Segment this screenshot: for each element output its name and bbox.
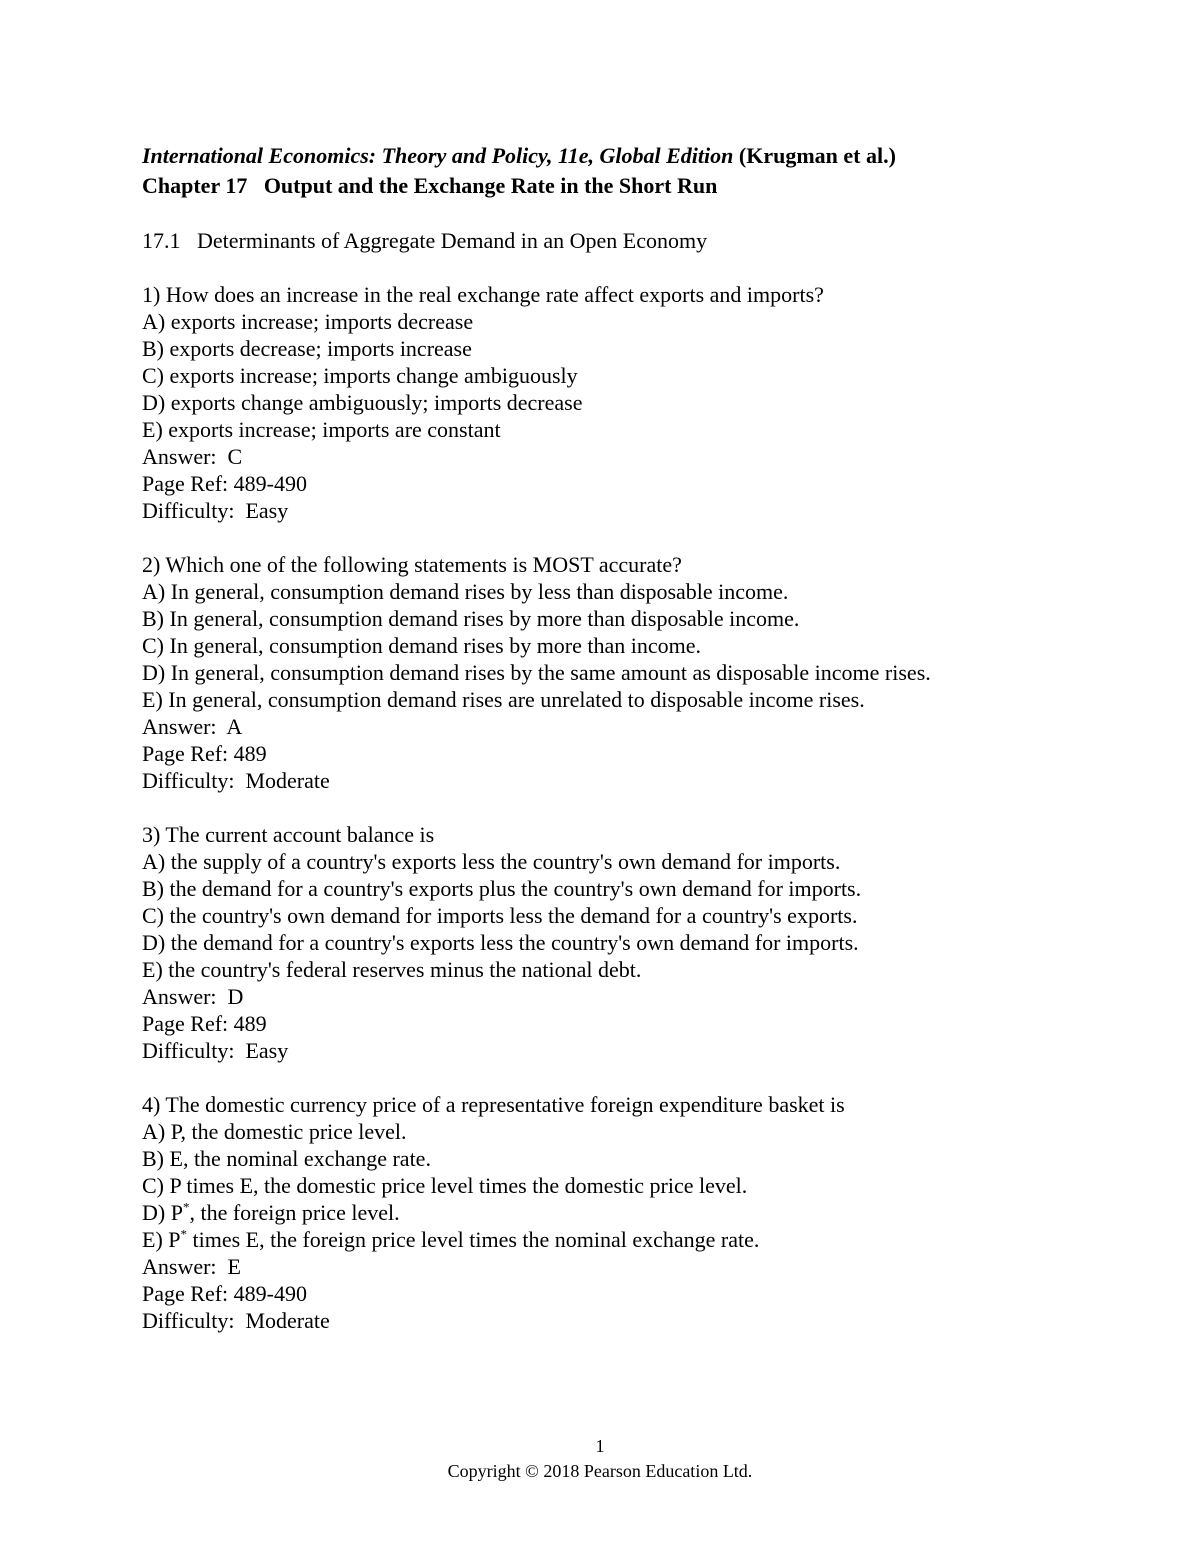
difficulty: Difficulty: Easy (142, 498, 289, 523)
option-c: C) the country's own demand for imports less the demand for a country's exports. (142, 903, 858, 928)
book-title-line (142, 141, 1082, 171)
option-e: E) In general, consumption demand rises are unrelated to disposable income rises. (142, 687, 865, 712)
option-b: B) exports decrease; imports increase (142, 336, 472, 361)
copyright-notice: Copyright © 2018 Pearson Education Ltd. (447, 1461, 753, 1481)
option-a: A) P, the domestic price level. (142, 1119, 407, 1144)
option-b: B) In general, consumption demand rises by more than disposable income. (142, 606, 800, 631)
book-authors: (Krugman et al.) (738, 143, 896, 168)
page-ref: Page Ref: 489-490 (142, 1281, 307, 1306)
option-c: C) P times E, the domestic price level times the domestic price level. (142, 1173, 748, 1198)
answer: Answer: C (142, 444, 243, 469)
option-e: E) exports increase; imports are constant (142, 417, 501, 442)
option-d: D) the demand for a country's exports less the country's own demand for imports. (142, 930, 859, 955)
option-d: D) P*, the foreign price level. (142, 1199, 400, 1225)
superscript-asterisk: * (180, 1226, 187, 1242)
option-b: B) E, the nominal exchange rate. (142, 1146, 431, 1171)
option-c: C) exports increase; imports change ambiguously (142, 363, 578, 388)
difficulty: Difficulty: Moderate (142, 768, 330, 793)
question-stem: 1) How does an increase in the real exchange rate affect exports and imports? (142, 282, 824, 307)
difficulty: Difficulty: Easy (142, 1038, 289, 1063)
answer: Answer: E (142, 1254, 241, 1279)
page-ref: Page Ref: 489-490 (142, 471, 307, 496)
page-content (142, 141, 1082, 1334)
option-e: E) the country's federal reserves minus the national debt. (142, 957, 642, 982)
question-stem: 3) The current account balance is (142, 822, 435, 847)
book-title: International Economics: Theory and Policy, 11e, Global Edition (142, 143, 734, 168)
option-c: C) In general, consumption demand rises by more than income. (142, 633, 702, 658)
option-b: B) the demand for a country's exports plus the country's own demand for imports. (142, 876, 862, 901)
option-a: A) In general, consumption demand rises by less than disposable income. (142, 579, 789, 604)
answer: Answer: A (142, 714, 243, 739)
answer: Answer: D (142, 984, 244, 1009)
superscript-asterisk: * (182, 1199, 190, 1215)
section-title: 17.1 Determinants of Aggregate Demand in an Open Economy (142, 228, 708, 253)
question-4 (142, 1091, 1082, 1334)
chapter-title: Chapter 17 Output and the Exchange Rate in the Short Run (142, 173, 718, 198)
question-stem: 4) The domestic currency price of a representative foreign expenditure basket is (142, 1092, 845, 1117)
difficulty: Difficulty: Moderate (142, 1308, 330, 1333)
question-1 (142, 281, 1082, 524)
option-e: E) P* times E, the foreign price level times the nominal exchange rate. (142, 1226, 760, 1252)
option-d: D) In general, consumption demand rises by the same amount as disposable income rises. (142, 660, 931, 685)
question-3 (142, 821, 1082, 1064)
page-number: 1 (595, 1436, 605, 1456)
page-ref: Page Ref: 489 (142, 741, 267, 766)
question-2 (142, 551, 1082, 794)
page-ref: Page Ref: 489 (142, 1011, 267, 1036)
option-d: D) exports change ambiguously; imports decrease (142, 390, 583, 415)
option-a: A) exports increase; imports decrease (142, 309, 474, 334)
question-stem: 2) Which one of the following statements is MOST accurate? (142, 552, 682, 577)
option-a: A) the supply of a country's exports less the country's own demand for imports. (142, 849, 841, 874)
